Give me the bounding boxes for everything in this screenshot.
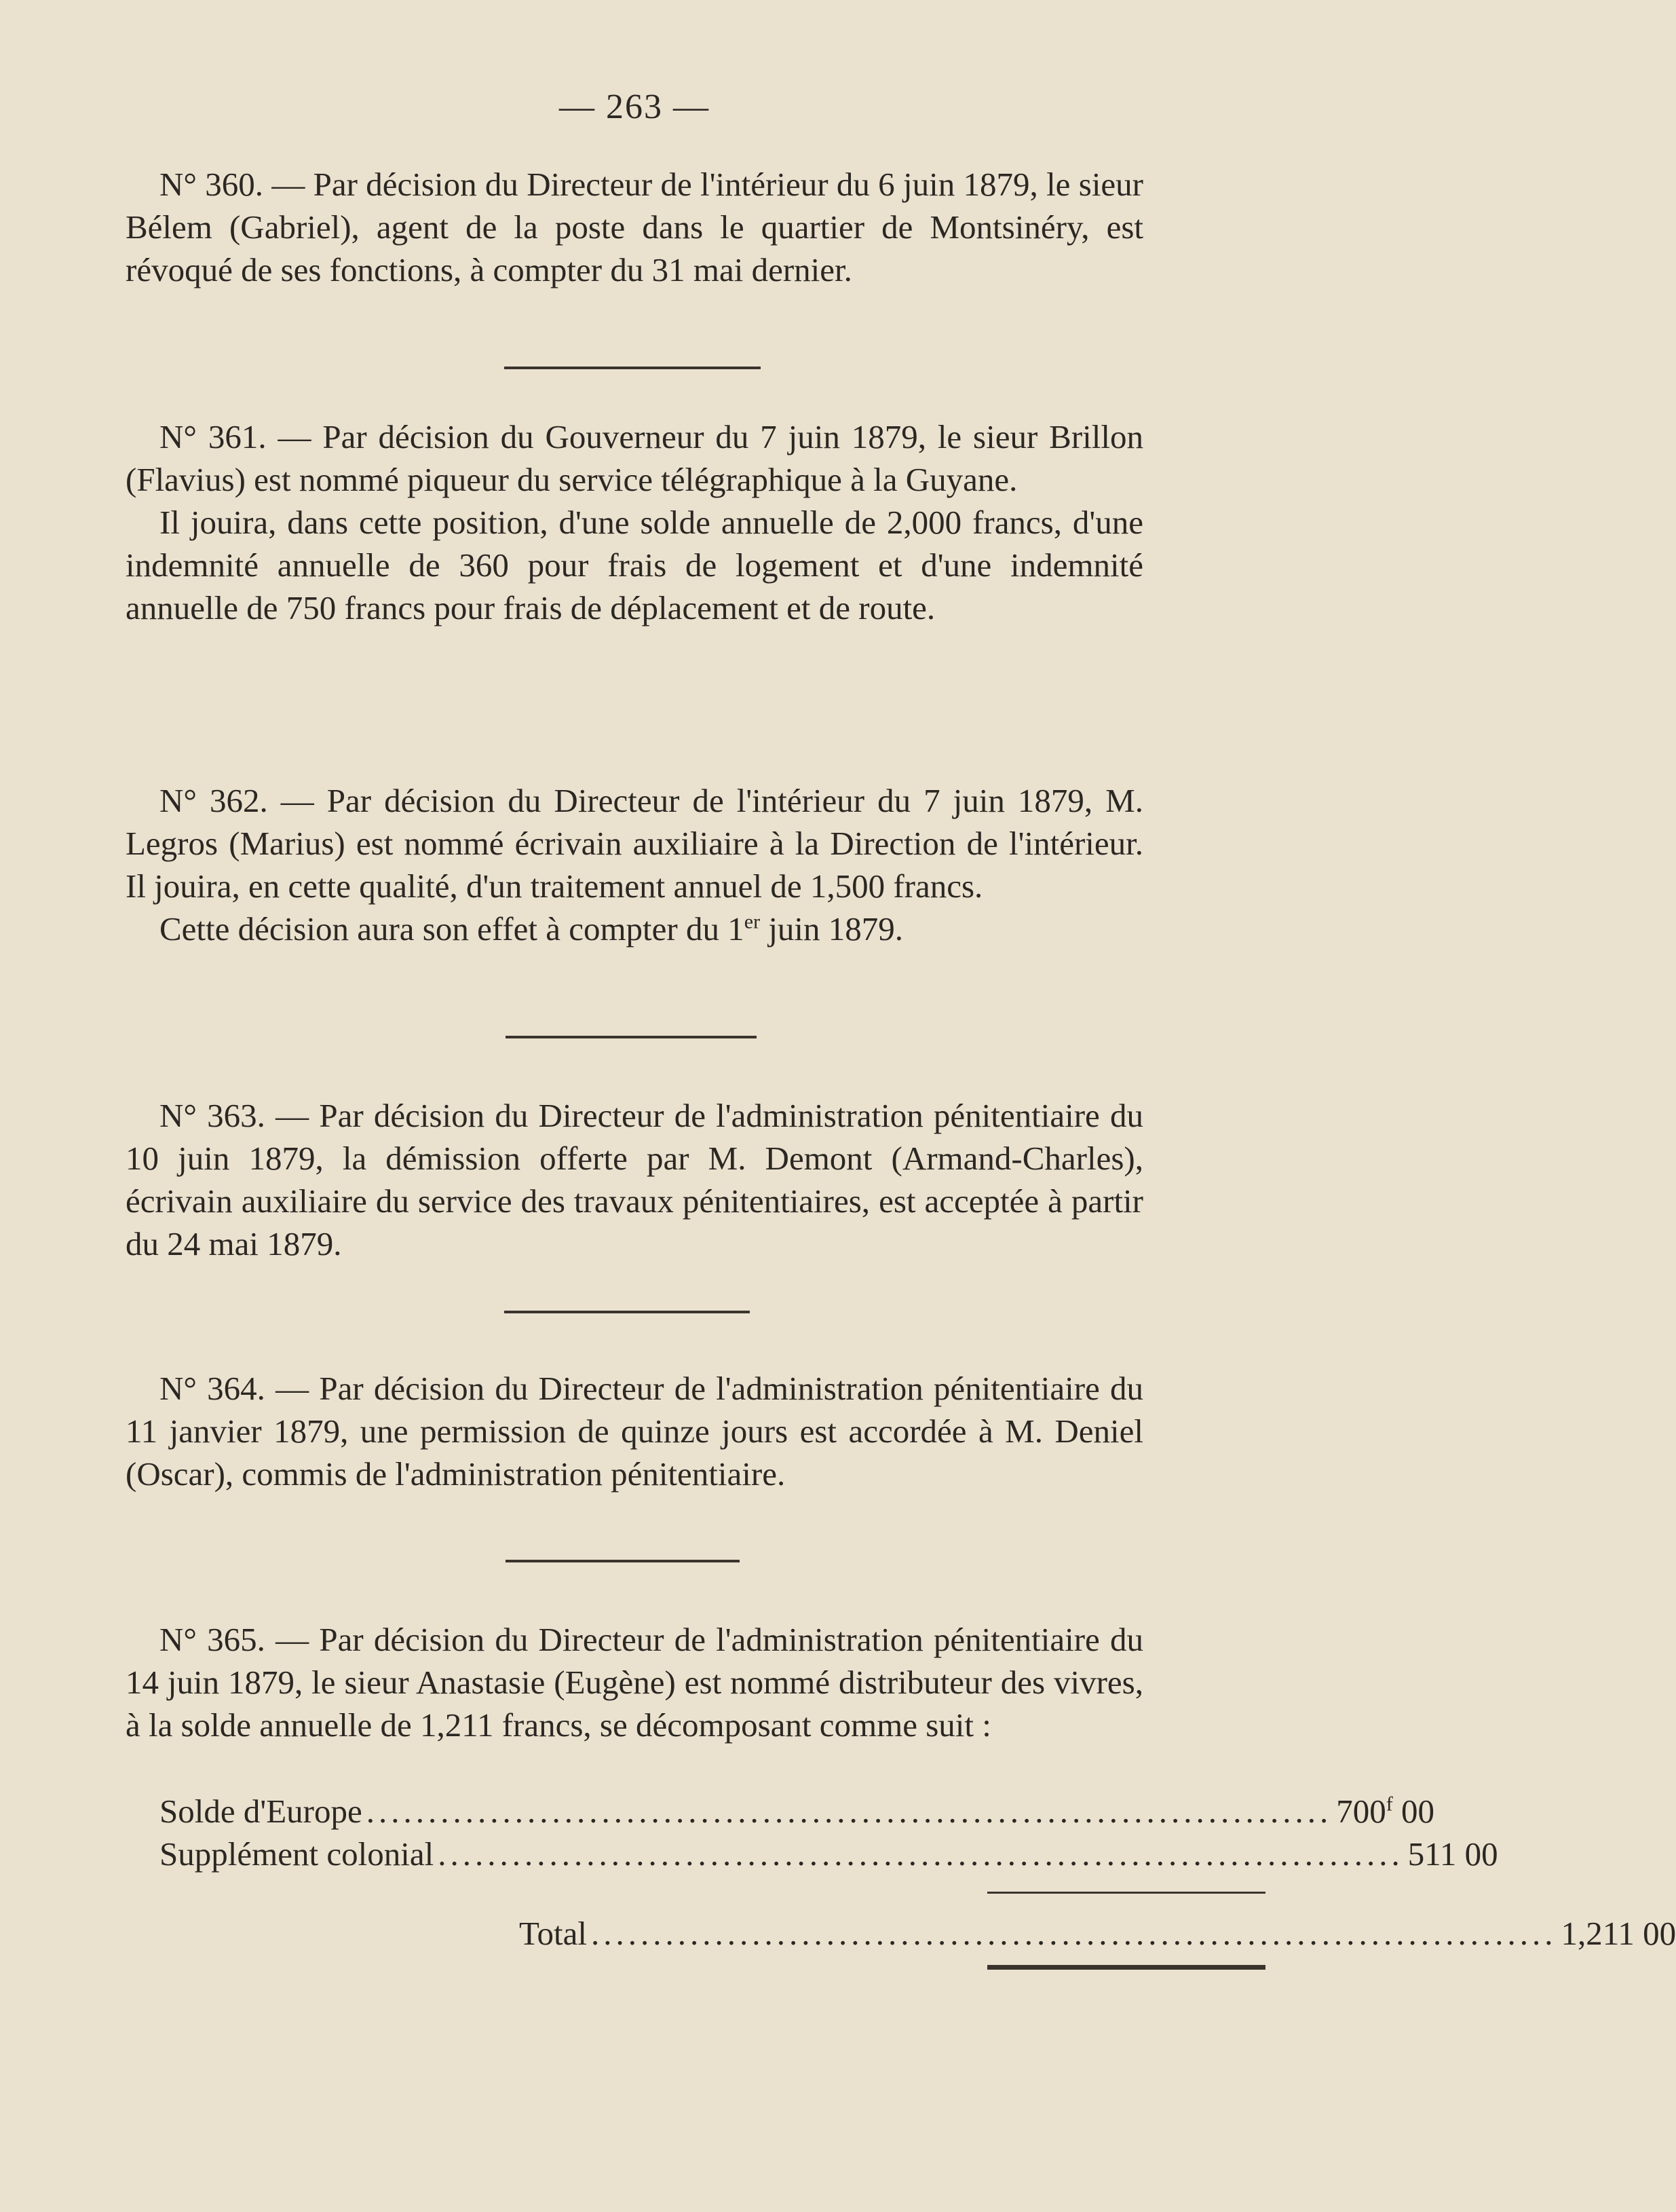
closing-text: Cette décision aura son effet à compter du 1 bbox=[159, 910, 744, 948]
amount-value: 700 bbox=[1336, 1793, 1386, 1830]
breakdown-label: Supplément colonial bbox=[159, 1835, 434, 1873]
amount-unit: f bbox=[1386, 1793, 1393, 1816]
breakdown-row bbox=[159, 1835, 1498, 1877]
entry-paragraph: N° 365. — Par décision du Directeur de l'administration pénitentiaire du 14 juin 1879, le sieur Anastasie (Eugène) est nommé distributeur des vivres, à la solde annuelle de 1,211 francs, se décomposant comme suit : bbox=[126, 1621, 1143, 1744]
ordinal-superscript: er bbox=[744, 910, 761, 933]
section-divider bbox=[504, 367, 761, 369]
entry-paragraph: N° 360. — Par décision du Directeur de l'intérieur du 6 juin 1879, le sieur Bélem (Gabriel), agent de la poste dans le quartier de Montsinéry, est révoqué de ses fonctions, à compter du 31 mai dernier. bbox=[126, 166, 1143, 288]
entry-361 bbox=[126, 415, 1143, 629]
entry-364 bbox=[126, 1367, 1143, 1495]
dot-leader: .............................................................................. bbox=[591, 1915, 1557, 1952]
entry-paragraph: N° 362. — Par décision du Directeur de l'intérieur du 7 juin 1879, M. Legros (Marius) est nommé écrivain auxiliaire à la Direction de l'intérieur. Il jouira, en cette qualité, d'un traitement annuel de 1,500 francs. bbox=[126, 782, 1143, 905]
section-divider bbox=[506, 1036, 757, 1038]
section-divider bbox=[504, 1311, 750, 1313]
amount-cents: 00 bbox=[1392, 1793, 1434, 1830]
total-amount: 1,211 00 bbox=[1561, 1915, 1676, 1952]
entry-360 bbox=[126, 163, 1143, 291]
entry-paragraph: N° 363. — Par décision du Directeur de l'administration pénitentiaire du 10 juin 1879, la démission offerte par M. Demont (Armand-Charles), écrivain auxiliaire du service des travaux pénitentiaires, est acceptée à partir du 24 mai 1879. bbox=[126, 1097, 1143, 1262]
section-divider bbox=[506, 1560, 740, 1562]
total-row bbox=[519, 1914, 1676, 1957]
dot-leader: .............................................................................. bbox=[366, 1793, 1333, 1830]
dot-leader: .............................................................................. bbox=[438, 1835, 1404, 1873]
entry-closing-paragraph bbox=[126, 907, 1143, 950]
entry-paragraph: N° 361. — Par décision du Gouverneur du 7 juin 1879, le sieur Brillon (Flavius) est nommé piqueur du service télégraphique à la Guyane. bbox=[126, 418, 1143, 498]
total-double-rule bbox=[987, 1965, 1265, 1970]
entry-362 bbox=[126, 779, 1143, 950]
page-number: — 263 — bbox=[559, 88, 710, 126]
closing-date: juin 1879. bbox=[760, 910, 904, 948]
breakdown-amount: 511 00 bbox=[1407, 1835, 1498, 1873]
total-label: Total bbox=[519, 1915, 587, 1952]
entry-paragraph: N° 364. — Par décision du Directeur de l'administration pénitentiaire du 11 janvier 1879, une permission de quinze jours est accordée à M. Deniel (Oscar), commis de l'administration pénitentiaire. bbox=[126, 1370, 1143, 1493]
entry-363 bbox=[126, 1094, 1143, 1265]
breakdown-amount bbox=[1336, 1792, 1434, 1831]
breakdown-row bbox=[159, 1792, 1434, 1835]
sum-rule bbox=[987, 1892, 1265, 1894]
entry-365 bbox=[126, 1618, 1143, 1746]
breakdown-label: Solde d'Europe bbox=[159, 1793, 362, 1830]
entry-paragraph: Il jouira, dans cette position, d'une solde annuelle de 2,000 francs, d'une indemnité annuelle de 360 pour frais de logement et d'une indemnité annuelle de 750 francs pour frais de déplacement et de route. bbox=[126, 504, 1143, 626]
